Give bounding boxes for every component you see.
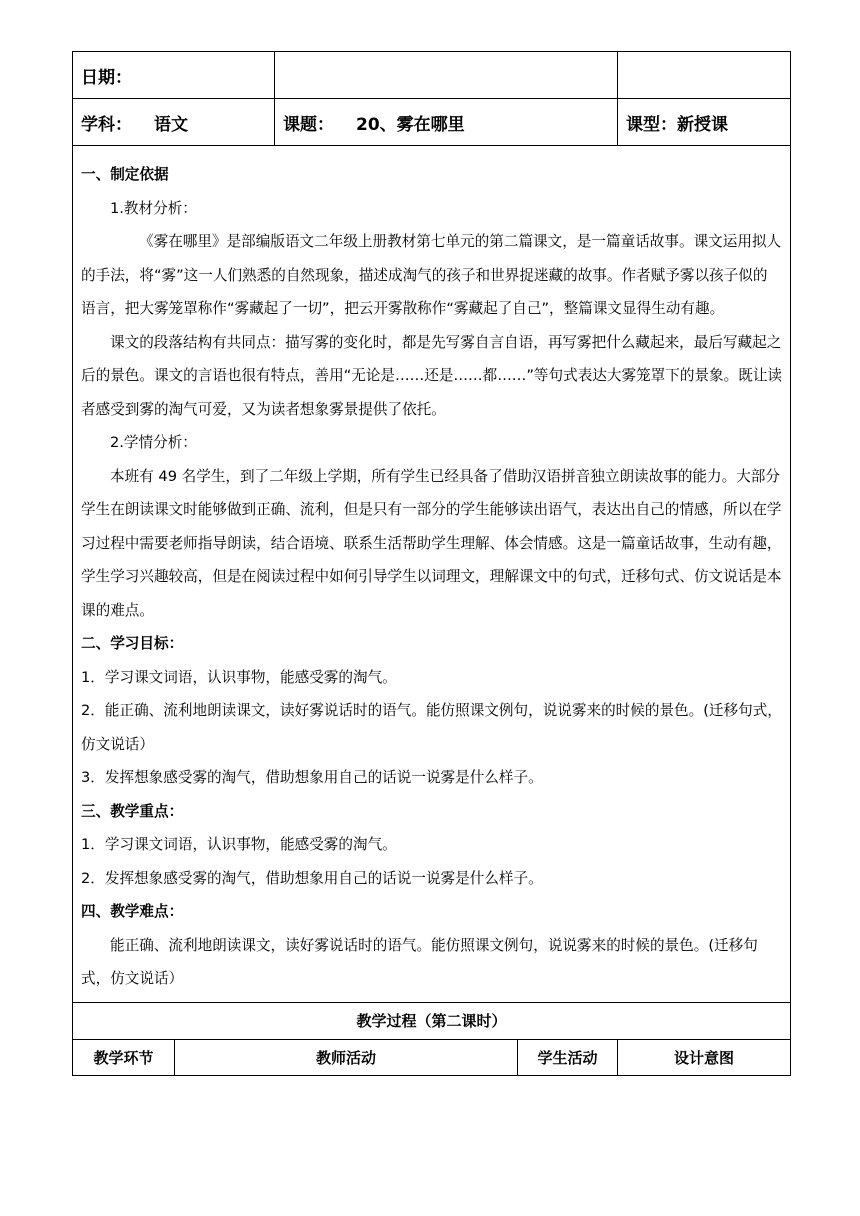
section-1-sub1: 1.教材分析： bbox=[110, 199, 197, 217]
lesson-plan-sheet bbox=[72, 51, 790, 1076]
section-1-para1: 《雾在哪里》是部编版语文二年级上册教材第七单元的第二篇课文，是一篇童话故事。课文运用拟人的手法，将“雾”这一人们熟悉的自然现象，描述成淘气的孩子和世界捉迷藏的故事。作者赋予雾以孩子似的语言，把大雾笼罩称作“雾藏起了一切”，把云开雾散称作“雾藏起了自己”，整篇课文显得生动有趣。 bbox=[81, 233, 782, 317]
column-header-stage: 教学环节 bbox=[73, 1039, 175, 1075]
process-title-row bbox=[73, 1002, 791, 1039]
date-label: 日期： bbox=[81, 67, 132, 88]
date-row bbox=[73, 52, 791, 99]
section-3-item2: 2．发挥想象感受雾的淘气，借助想象用自己的话说一说雾是什么样子。 bbox=[81, 869, 543, 887]
section-2-item1: 1．学习课文词语，认识事物，能感受雾的淘气。 bbox=[81, 668, 397, 686]
section-1-para3: 本班有 49 名学生，到了二年级上学期，所有学生已经具备了借助汉语拼音独立朗读故事的能力。大部分学生在朗读课文时能够做到正确、流利，但是只有一部分的学生能够读出语气，表达出自己的情感，所以在学习过程中需要老师指导朗读，结合语境、联系生活帮助学生理解、体会情感。这是一篇童话故事，生动有趣，学生学习兴趣较高，但是在阅读过程中如何引导学生以词理文，理解课文中的句式，迁移句式、仿文说话是本课的难点。 bbox=[81, 467, 782, 619]
date-cell bbox=[73, 52, 275, 99]
topic-label: 课题： bbox=[283, 114, 334, 135]
content-cell bbox=[73, 146, 791, 1003]
section-4-para: 能正确、流利地朗读课文，读好雾说话时的语气。能仿照课文例句，说说雾来的时候的景色。(迁移句式，仿文说话） bbox=[81, 936, 758, 987]
section-4-title: 四、教学难点： bbox=[81, 903, 184, 920]
lesson-plan-table bbox=[72, 51, 791, 1076]
subject-value: 语文 bbox=[154, 114, 188, 135]
date-blank-cell bbox=[275, 52, 618, 99]
column-header-design: 设计意图 bbox=[618, 1039, 791, 1075]
section-1-title: 一、制定依据 bbox=[81, 166, 169, 183]
subject-label: 学科： bbox=[81, 114, 132, 135]
process-columns-row bbox=[73, 1039, 791, 1075]
type-cell bbox=[618, 99, 791, 146]
subject-cell bbox=[73, 99, 275, 146]
subject-row bbox=[73, 99, 791, 146]
process-title: 教学过程（第二课时） bbox=[73, 1002, 791, 1039]
section-1-para2: 课文的段落结构有共同点：描写雾的变化时，都是先写雾自言自语，再写雾把什么藏起来，最后写藏起之后的景色。课文的言语也很有特点，善用“无论是……还是……都……”等句式表达大雾笼罩下的景象。既让读者感受到雾的淘气可爱，又为读者想象雾景提供了依托。 bbox=[81, 333, 783, 418]
section-1-sub2: 2.学情分析： bbox=[110, 434, 197, 451]
column-header-student: 学生活动 bbox=[518, 1039, 618, 1075]
type-label: 课型： bbox=[626, 114, 678, 135]
content-row bbox=[73, 146, 791, 1003]
column-header-teacher: 教师活动 bbox=[175, 1039, 518, 1075]
date-blank-cell-2 bbox=[618, 52, 791, 99]
section-2-item2: 2．能正确、流利地朗读课文，读好雾说话时的语气。能仿照课文例句，说说雾来的时候的景色。(迁移句式，仿文说话） bbox=[81, 702, 782, 753]
type-value: 新授课 bbox=[677, 114, 729, 135]
topic-value: 20、雾在哪里 bbox=[356, 114, 465, 135]
section-2-item3: 3．发挥想象感受雾的淘气，借助想象用自己的话说一说雾是什么样子。 bbox=[81, 769, 543, 786]
section-3-item1: 1．学习课文词语，认识事物，能感受雾的淘气。 bbox=[81, 836, 397, 853]
section-2-title: 二、学习目标： bbox=[81, 635, 184, 652]
topic-cell bbox=[275, 99, 618, 146]
section-3-title: 三、教学重点： bbox=[81, 802, 184, 820]
